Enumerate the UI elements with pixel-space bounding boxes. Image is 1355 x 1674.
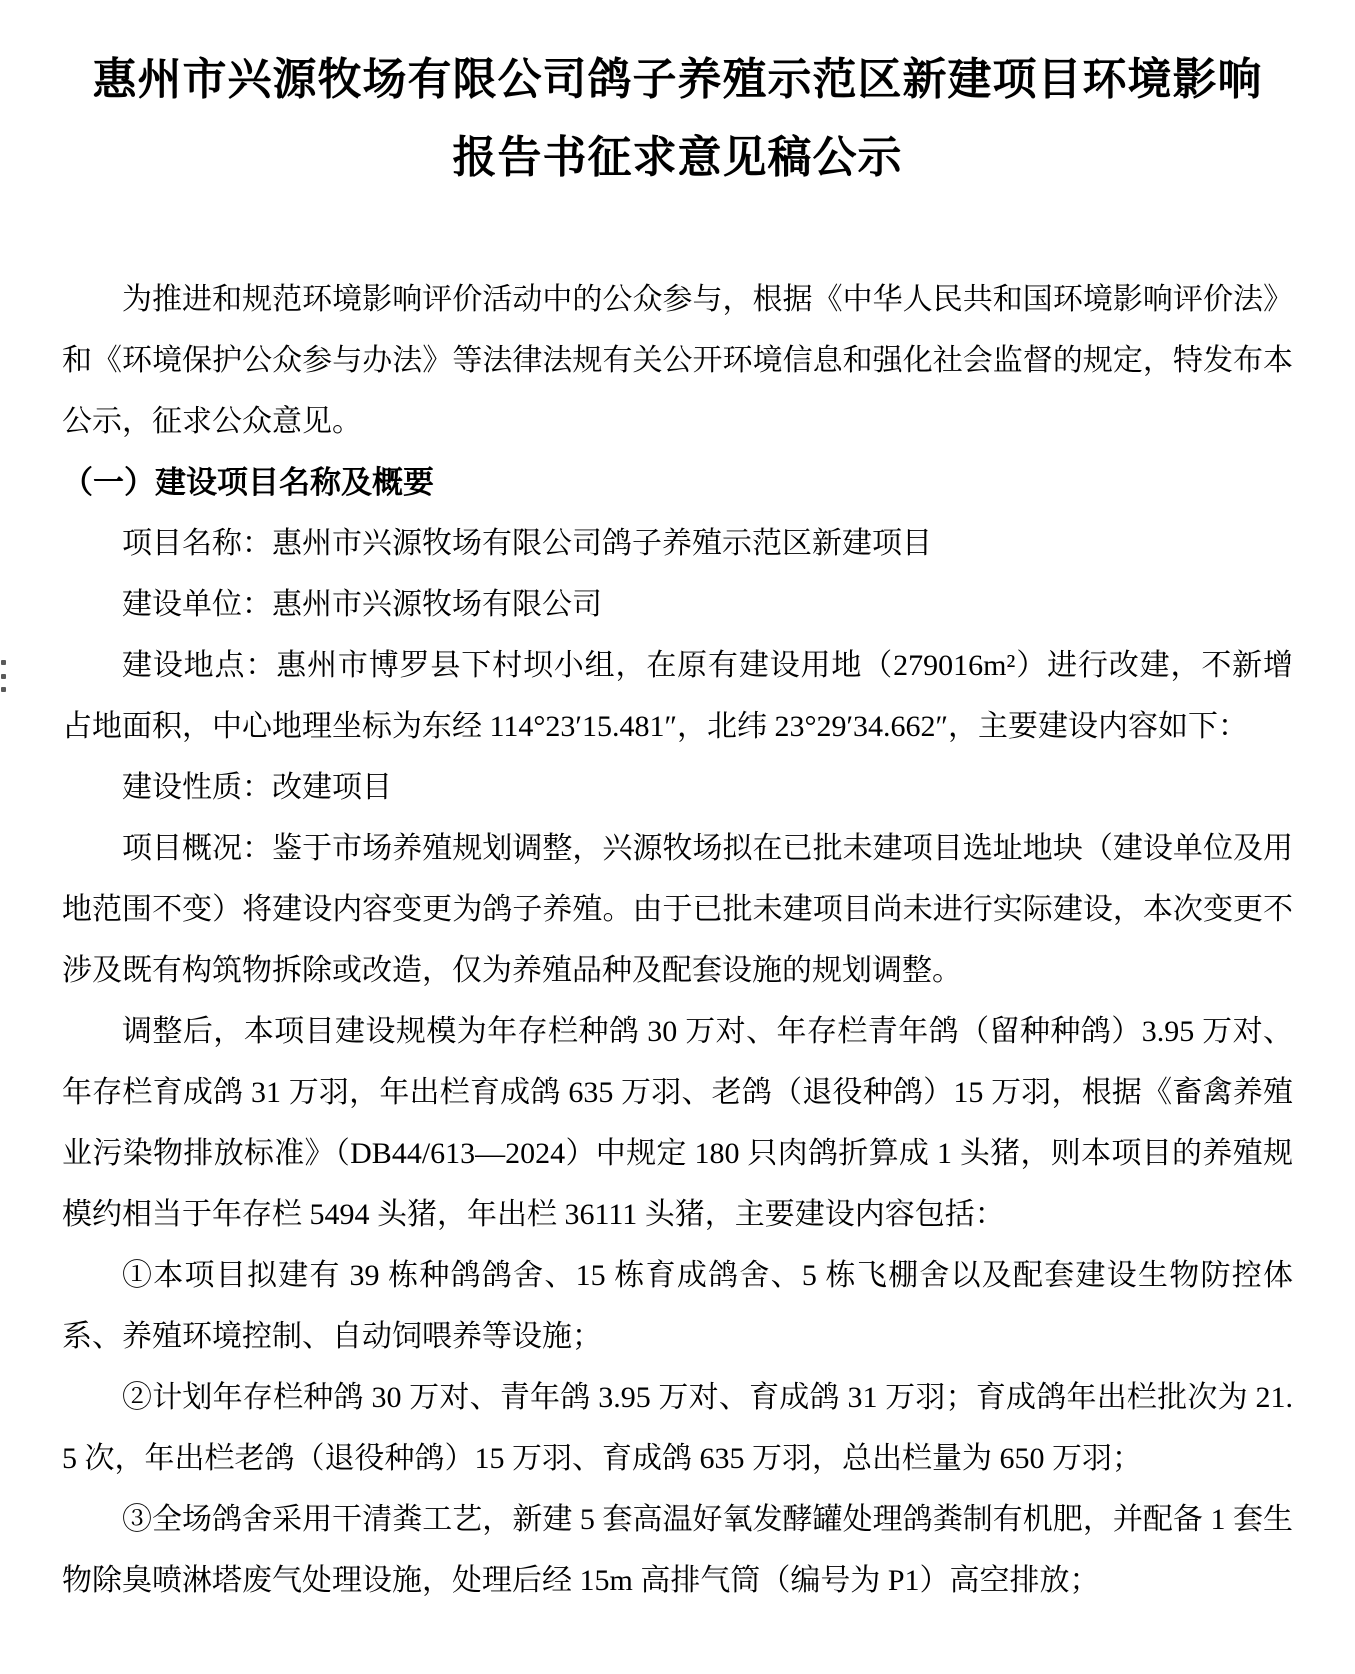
paragraph-build-item-3: ③全场鸽舍采用干清粪工艺，新建 5 套高温好氧发酵罐处理鸽粪制有机肥，并配备 1 套生物除臭喷淋塔废气处理设施，处理后经 15m 高排气筒（编号为 P1）高空排放； bbox=[62, 1503, 1293, 1597]
handle-dot bbox=[1, 687, 6, 692]
document-title-line-1: 惠州市兴源牧场有限公司鸽子养殖示范区新建项目环境影响 bbox=[92, 55, 1263, 104]
paragraph-build-item-1: ①本项目拟建有 39 栋种鸽鸽舍、15 栋育成鸽舍、5 栋飞棚舍以及配套建设生物防控体系、养殖环境控制、自动饲喂养等设施； bbox=[62, 1259, 1293, 1353]
paragraph-build-item-2: ②计划年存栏种鸽 30 万对、青年鸽 3.95 万对、育成鸽 31 万羽；育成鸽年出栏批次为 21.5 次，年出栏老鸽（退役种鸽）15 万羽、育成鸽 635 万羽，总出栏量为 650 万羽； bbox=[62, 1381, 1293, 1475]
document-title-line-2: 报告书征求意见稿公示 bbox=[452, 133, 903, 182]
document-title bbox=[0, 0, 1355, 197]
paragraph-project-name: 项目名称：惠州市兴源牧场有限公司鸽子养殖示范区新建项目 bbox=[122, 527, 932, 560]
handle-dot bbox=[1, 674, 6, 679]
paragraph-project-overview: 项目概况：鉴于市场养殖规划调整，兴源牧场拟在已批未建项目选址地块（建设单位及用地范围不变）将建设内容变更为鸽子养殖。由于已批未建项目尚未进行实际建设，本次变更不涉及既有构筑物拆除或改造，仅为养殖品种及配套设施的规划调整。 bbox=[62, 832, 1293, 987]
handle-dot bbox=[1, 660, 6, 665]
vertical-ellipsis-icon[interactable] bbox=[1, 660, 9, 692]
paragraph-construction-site: 建设地点：惠州市博罗县下村坝小组，在原有建设用地（279016m²）进行改建，不新增占地面积，中心地理坐标为东经 114°23′15.481″，北纬 23°29′34.662″，主要建设内容如下： bbox=[62, 649, 1293, 743]
paragraph-construction-nature: 建设性质：改建项目 bbox=[122, 771, 392, 804]
document-body bbox=[62, 269, 1293, 1611]
paragraph-adjusted-scale: 调整后，本项目建设规模为年存栏种鸽 30 万对、年存栏青年鸽（留种种鸽）3.95 万对、年存栏育成鸽 31 万羽，年出栏育成鸽 635 万羽、老鸽（退役种鸽）15 万羽，根据《畜禽养殖业污染物排放标准》（DB44/613—2024）中规定 180 只肉鸽折算成 1 头猪，则本项目的养殖规模约相当于年存栏 5494 头猪，年出栏 36111 头猪，主要建设内容包括： bbox=[62, 1015, 1293, 1231]
paragraph-construction-unit: 建设单位：惠州市兴源牧场有限公司 bbox=[122, 588, 602, 621]
section-heading-project-name-and-summary: （一）建设项目名称及概要 bbox=[62, 465, 434, 500]
paragraph-intro: 为推进和规范环境影响评价活动中的公众参与，根据《中华人民共和国环境影响评价法》和《环境保护公众参与办法》等法律法规有关公开环境信息和强化社会监督的规定，特发布本公示，征求公众意见。 bbox=[62, 283, 1293, 438]
